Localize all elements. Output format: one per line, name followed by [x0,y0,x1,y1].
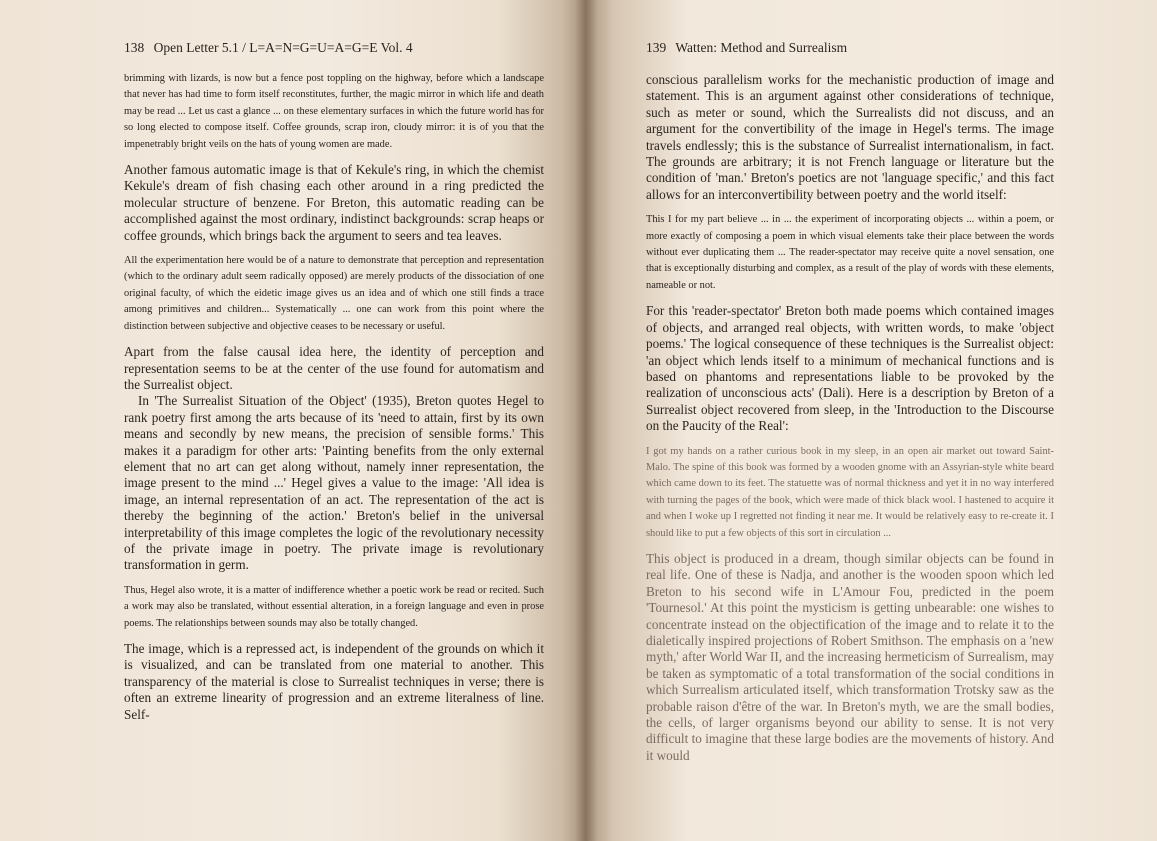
block-quote: This I for my part believe ... in ... the experiment of incorporating objects ... within a poem, or more exactly of composing a poem in which visual elements take their place between the words without ever duplicating them ... The reader-spectator may receive quite a novel sensation, one that is exceptionally disturbing and complex, as a result of the play of words with these elements, nameable or not. [646,214,1054,291]
left-page-number: 138 [124,40,145,55]
block-quote: All the experimentation here would be of a nature to demonstrate that perception and representation (which to the ordinary adult seem radically opposed) are merely products of the dissociation of one original faculty, of which the eidetic image gives us an idea and of which one still finds a trace among primitives and children... Systematically ... one can work from this point where the distinction between subjective and objective ceases to be necessary or useful. [124,255,544,332]
right-text-column [646,72,1054,773]
right-page [585,0,1157,841]
body-paragraph: conscious parallelism works for the mechanistic production of image and statement. This is an argument against other considerations of technique, such as meter or sound, which the Surrealists did not discuss, and an argument for the convertibility of the image in Hegel's terms. The image travels endlessly; this is the substance of Surrealist internationalism, in fact. The grounds are arbitrary; it is not French language or literature but the condition of 'man.' Breton's poetics are not 'language specific,' and this fact allows for an interconvertibility between poetry and the world itself: [646,72,1054,202]
body-paragraph: This object is produced in a dream, though similar objects can be found in real life. One of these is Nadja, and another is the wooden spoon which led Breton to his second wife in L'Amour Fou, predicted in the poem 'Tournesol.' At this point the mysticism is getting unbearable: one wishes to concentrate instead on the objectification of the image and to relate it to the dialetically inspired projections of Robert Smithson. The emphasis on a 'new myth,' after World War II, and the increasing hermeticism of Surrealism, may be taken as symptomatic of a total transformation of the social conditions in which Surrealism articulated itself, which transformation Trotsky saw as the probable raison d'être of the war. In Breton's myth, we are the small bodies, the cells, of larger organisms beyond our ability to sense. It is not very difficult to imagine that these large bodies are the movements of history. And it would [646,550,1054,763]
body-paragraph: In 'The Surrealist Situation of the Object' (1935), Breton quotes Hegel to rank poetry first among the arts because of its 'need to attain, first by its own means and secondly by new means, the precision of sensible forms.' This makes it a paradigm for other arts: 'Painting benefits from the only external element that no art can get along without, namely inner representation, the image present to the mind ...' Hegel gives a value to the image: 'All idea is image, an internal representation of an act. The representation of the act is thereby the beginning of the action.' Breton's belief in the universal interpretability of this image completes the logic of the revolutionary necessity of the private image in poetry. The private image is revolutionary transformation in germ. [124,393,544,573]
left-text-column [124,71,544,732]
left-page-header [124,40,413,56]
right-page-number: 139 [646,40,667,55]
block-quote: I got my hands on a rather curious book in my sleep, in an open air market out toward Saint-Malo. The spine of this book was formed by a wooden gnome with an Assyrian-style white beard which came down to its feet. The statuette was of normal thickness and yet it in no way interfered with turning the pages of the book, which were made of thick black wool. I hastened to acquire it and when I woke up I regretted not finding it near me. It would be relatively easy to re-create it. I should like to put a few objects of this sort in circulation ... [646,445,1054,539]
left-running-title: Open Letter 5.1 / L=A=N=G=U=A=G=E Vol. 4 [153,40,413,55]
body-paragraph: The image, which is a repressed act, is independent of the grounds on which it is visualized, and can be translated from one material to another. This transparency of the material is close to Surrealist techniques in verse; there is often an extreme linearity of progression and an extreme literalness of line. Self- [124,641,544,722]
body-paragraph: Another famous automatic image is that of Kekule's ring, in which the chemist Kekule's dream of fish chasing each other around in a ring predicted the molecular structure of benzene. For Breton, this automatic reading can be accomplished against the most ordinary, indistinct backgrounds: scrap heaps or coffee grounds, which brings back the argument to seers and tea leaves. [124,162,544,243]
right-running-title: Watten: Method and Surrealism [675,40,848,55]
body-paragraph: For this 'reader-spectator' Breton both made poems which contained images of objects, and arranged real objects, with written words, to make 'object poems.' The logical consequence of these techniques is the Surrealist object: 'an object which lends itself to a minimum of mechanical functions and is based on phantoms and representations liable to be provoked by the realization of unconscious acts' (Dali). Here is a description by Breton of a Surrealist object recovered from sleep, in the 'Introduction to the Discourse on the Paucity of the Real': [646,303,1054,434]
block-quote: Thus, Hegel also wrote, it is a matter of indifference whether a poetic work be read or recited. Such a work may also be translated, without essential alteration, in a foreign language and even in prose poems. The relationships between sounds may also be totally changed. [124,584,544,629]
right-page-header [646,40,847,56]
block-quote: brimming with lizards, is now but a fence post toppling on the highway, before which a landscape that never has had time to form itself reconstitutes, further, the magic mirror in which life and death may be read ... Let us cast a glance ... on these elementary surfaces in which the future world has for so long elected to compose itself. Coffee grounds, scrap iron, cloudy mirror: it is of you that the impenetrably bright veils on the hats of young women are made. [124,73,544,150]
body-paragraph: Apart from the false causal idea here, the identity of perception and representation seems to be at the center of the use found for automatism and the Surrealist object. [124,344,544,392]
